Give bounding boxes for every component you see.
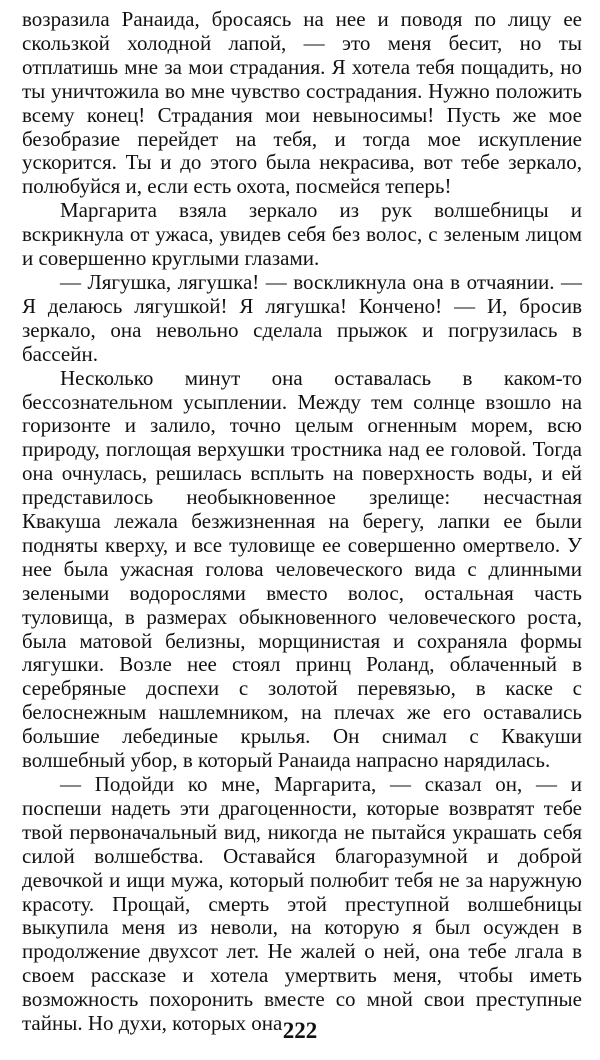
paragraph-continuation: возразила Ранаида, бросаясь на нее и поводя по лицу ее скользкой холодной лапой, — это меня бесит, но ты отплатишь мне за мои страдания. Я хотела тебя пощадить, но ты уничтожила во мне чувство сострадания. Нужно положить всему конец! Страдания мои невыносимы! Пусть же мое безобразие перейдет на тебя, и тогда мое искупление ускорится. Ты и до этого была некрасива, вот тебе зеркало, полюбуйся и, если есть охота, посмейся теперь! (22, 7, 582, 199)
page-number: 222 (282, 1018, 318, 1043)
paragraph-sunrise-scene: Несколько минут она оставалась в каком-то бессознательном усыплении. Между тем солнце взошло на горизонте и залило, точно целым огненным морем, всю природу, поглощая верхушки тростника над ее головой. Тогда она очнулась, решилась всплыть на поверхность воды, и ей представилось необыкновенное зрелище: несчастная Квакуша лежала безжизненная на берегу, лапки ее были подняты кверху, и все туловище ее совершенно омертвело. У нее была ужасная голова человеческого вида с длинными зелеными водорослями вместо волос, остальная часть туловища, в размерах обыкновенного человеческого роста, была матовой белизны, морщинистая и сохраняла формы лягушки. Возле нее стоял принц Роланд, облаченный в серебряные доспехи с золотой перевязью, в каске с белоснежным нашлемником, на плечах же его оставались большие лебединые крылья. Он снимал с Квакуши волшебный убор, в который Ранаида напрасно нарядилась. (22, 365, 582, 773)
paragraph-roland-speech: — Подойди ко мне, Маргарита, — сказал он, — и поспеши надеть эти драгоценности, которые возвратят тебе твой первоначальный вид, никогда не пытайся украшать себя силой волшебства. Оставайся благоразумной и доброй девочкой и ищи мужа, который полюбит тебя не за наружную красоту. Прощай, смерть этой преступной волшебницы выкупила меня из неволи, на которую я был осужден в продолжение двухсот лет. Не жалей о ней, она тебе лгала в своем рассказе и хотела умертвить меня, чтобы иметь возможность похоронить вместе со мной свои преступные тайны. Но духи, которых она (22, 772, 582, 1036)
paragraph-frog-exclamation: — Лягушка, лягушка! — воскликнула она в отчаянии. — Я делаюсь лягушкой! Я лягушка! Кончено! — И, бросив зеркало, она невольно сделала прыжок и погрузилась в бассейн. (22, 269, 582, 366)
paragraph-margarita-mirror: Маргарита взяла зеркало из рук волшебницы и вскрикнула от ужаса, увидев себя без волос, с зеленым лицом и совершенно круглыми глазами. (22, 198, 582, 271)
